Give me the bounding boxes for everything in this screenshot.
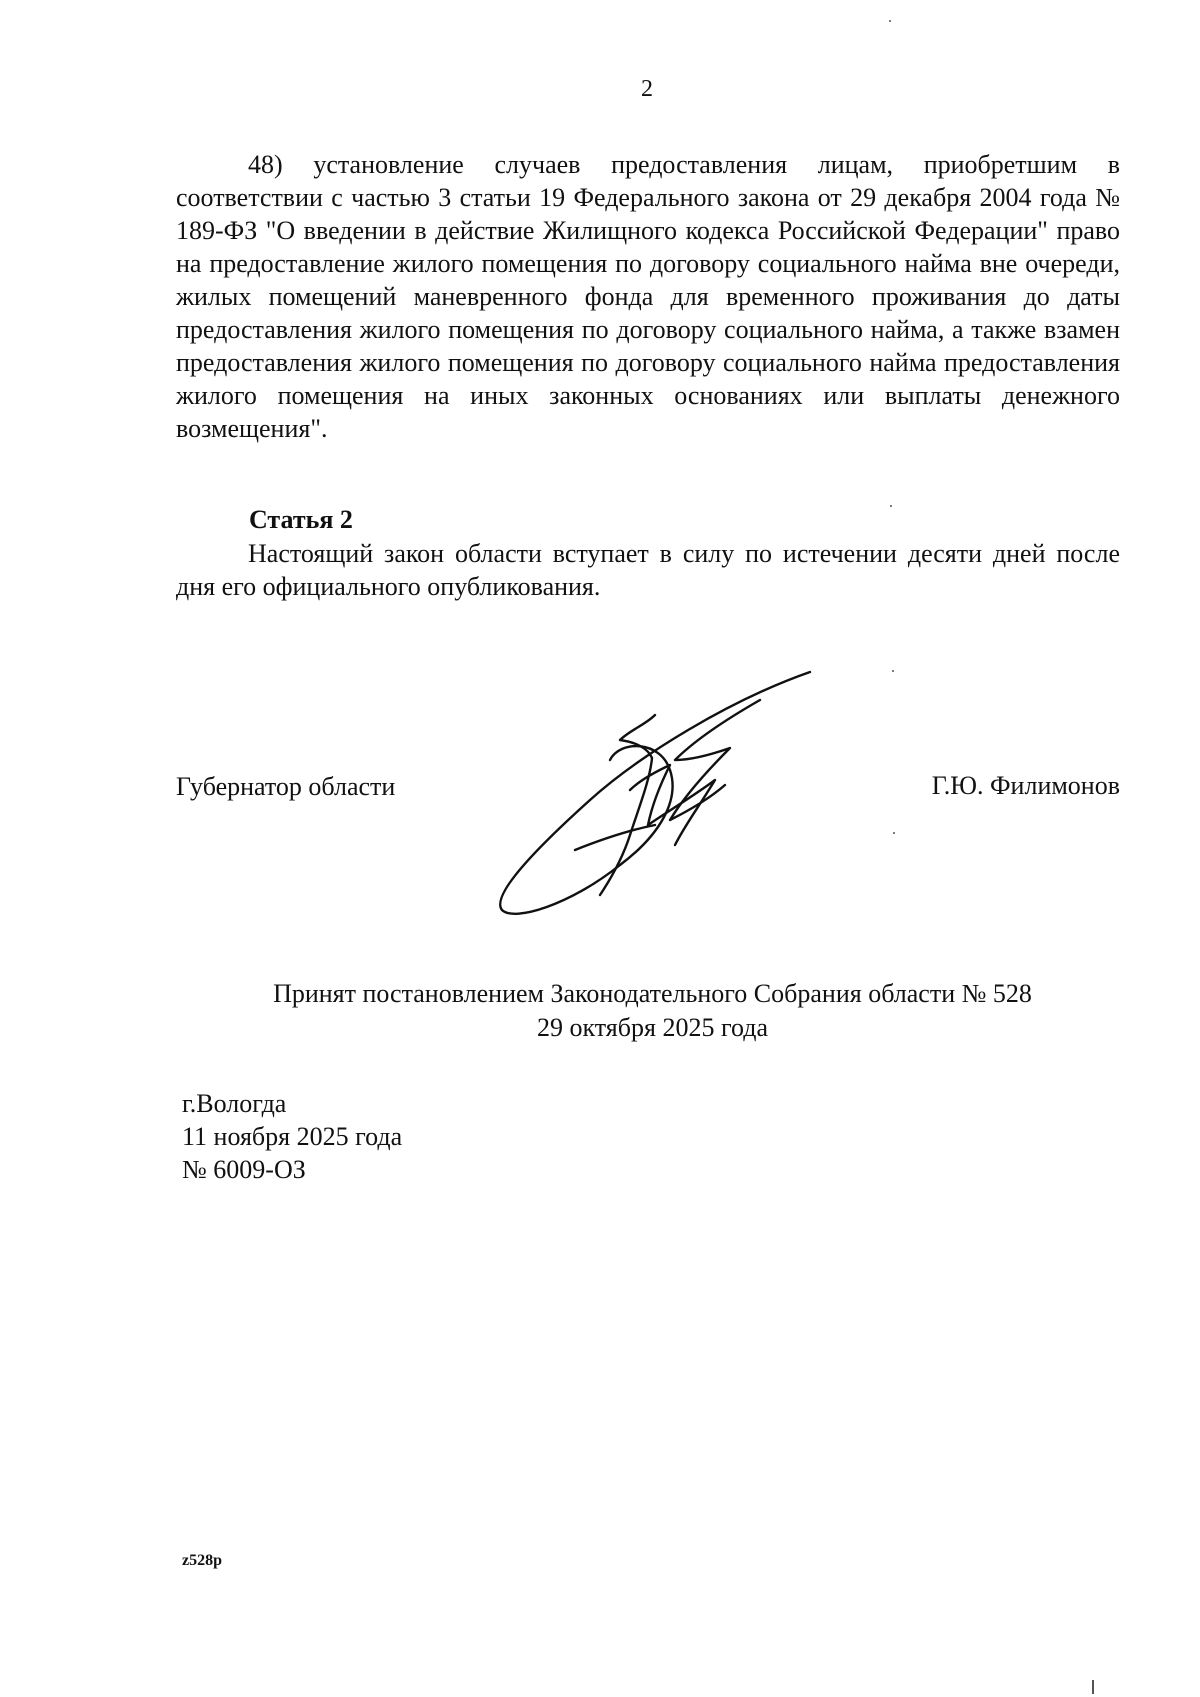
adoption-line-1: Принят постановлением Законодательного Собрания области № 528 <box>273 979 1032 1008</box>
signer-title: Губернатор области <box>176 772 396 801</box>
place-date-number <box>182 1087 402 1186</box>
signer-name: Г.Ю. Филимонов <box>931 771 1120 800</box>
signing-date: 11 ноября 2025 года <box>182 1122 403 1151</box>
scan-speck <box>890 505 892 507</box>
scan-speck <box>893 832 895 834</box>
document-code: z528p <box>182 1552 222 1569</box>
scan-speck <box>889 20 891 22</box>
scan-speck <box>1092 1680 1094 1694</box>
adoption-note <box>0 977 1200 1045</box>
page-number: 2 <box>641 76 653 102</box>
scan-speck <box>892 670 894 672</box>
item-48-paragraph: 48) установление случаев предоставления лицам, приобретшим в соответствии с частью 3 статьи 19 Федерального закона от 29 декабря 2004 года № 189-ФЗ "О введении в действие Жилищного кодекса Российской Федерации" право на предоставление жилого помещения по договору социального найма вне очереди, жилых помещений маневренного фонда для временного проживания до даты предоставления жилого помещения по договору социального найма, а также взамен предоставления жилого помещения по договору социального найма предоставления жилого помещения на иных законных основаниях или выплаты денежного возмещения". <box>176 150 1120 443</box>
city: г.Вологда <box>182 1089 287 1118</box>
handwritten-signature <box>480 660 840 920</box>
article-2-text: Настоящий закон области вступает в силу по истечении десяти дней после дня его официального опубликования. <box>176 539 1120 601</box>
article-2-heading: Статья 2 <box>249 505 353 534</box>
law-number: № 6009-ОЗ <box>182 1155 306 1184</box>
adoption-line-2: 29 октября 2025 года <box>537 1013 768 1042</box>
